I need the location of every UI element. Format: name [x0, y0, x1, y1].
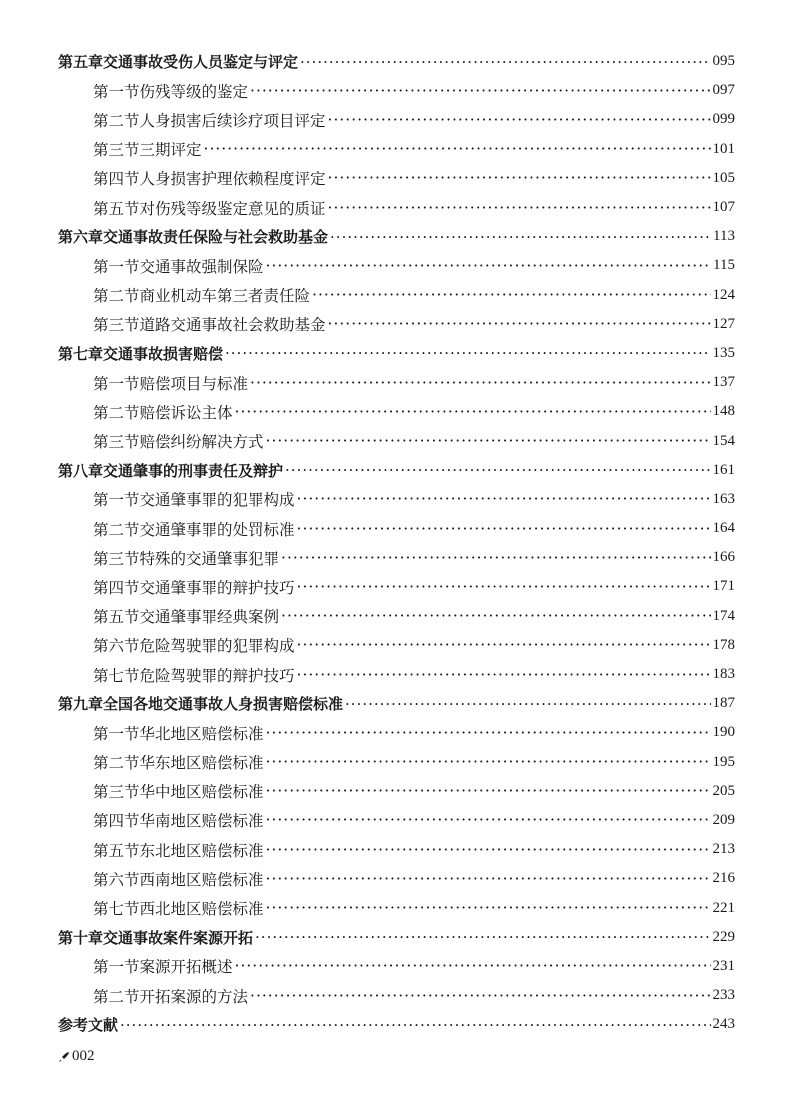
- dot-leader: [266, 841, 711, 859]
- toc-section-row: [58, 135, 735, 164]
- dot-leader: [235, 403, 711, 421]
- dot-leader: [225, 344, 710, 362]
- page-number: 002: [72, 1048, 95, 1064]
- section-number: 第一节: [93, 257, 140, 276]
- page-ref: 216: [712, 870, 735, 887]
- page-ref: 101: [712, 140, 735, 157]
- toc-section-row: [58, 602, 735, 631]
- toc-chapter-row: [58, 456, 735, 485]
- toc-section-row: [58, 718, 735, 747]
- page-ref: 115: [713, 257, 735, 274]
- section-title: 交通肇事罪的处罚标准: [139, 520, 295, 539]
- toc-chapter-row: [58, 689, 735, 718]
- dot-leader: [250, 374, 710, 392]
- section-number: 第三节: [93, 141, 140, 160]
- section-title: 东北地区赔偿标准: [139, 841, 264, 860]
- dot-leader: [297, 520, 711, 538]
- toc-section-row: [58, 281, 735, 310]
- page-ref: 127: [712, 315, 735, 332]
- toc-section-row: [58, 105, 735, 134]
- toc-section-row: [58, 397, 735, 426]
- section-number: 第七节: [93, 666, 140, 685]
- section-title: 对伤残等级鉴定意见的质证: [139, 199, 326, 218]
- chapter-number: 第八章: [58, 461, 104, 480]
- page-ref: 243: [712, 1016, 735, 1033]
- table-of-contents: [58, 47, 735, 1039]
- page-ref: 166: [712, 549, 735, 566]
- section-number: 第三节: [93, 549, 140, 568]
- dot-leader: [204, 140, 711, 158]
- chapter-title: 参考文献: [58, 1016, 119, 1035]
- dot-leader: [266, 724, 711, 742]
- section-number: 第一节: [93, 374, 140, 393]
- section-number: 第二节: [93, 987, 140, 1006]
- page-ref: 231: [712, 957, 735, 974]
- section-title: 交通肇事罪的辩护技巧: [139, 578, 295, 597]
- dot-leader: [266, 753, 711, 771]
- toc-section-row: [58, 543, 735, 572]
- dot-leader: [312, 286, 710, 304]
- section-title: 华中地区赔偿标准: [139, 783, 264, 802]
- toc-section-row: [58, 485, 735, 514]
- toc-section-row: [58, 981, 735, 1010]
- section-title: 赔偿项目与标准: [139, 374, 249, 393]
- dot-leader: [266, 257, 712, 275]
- dot-leader: [235, 957, 711, 975]
- dot-leader: [285, 461, 710, 479]
- page-ref: 154: [712, 432, 735, 449]
- page-ref: 190: [712, 724, 735, 741]
- toc-section-row: [58, 835, 735, 864]
- dot-leader: [120, 1016, 710, 1034]
- dot-leader: [328, 169, 711, 187]
- chapter-number: 第七章: [58, 344, 104, 363]
- section-title: 赔偿诉讼主体: [139, 403, 233, 422]
- chapter-number: 第六章: [58, 228, 104, 247]
- toc-section-row: [58, 952, 735, 981]
- toc-section-row: [58, 193, 735, 222]
- toc-section-row: [58, 864, 735, 893]
- page-ref: 213: [712, 841, 735, 858]
- page-ref: 095: [712, 53, 735, 70]
- chapter-title: 全国各地交通事故人身损害赔偿标准: [103, 695, 344, 714]
- section-number: 第二节: [93, 111, 140, 130]
- section-number: 第二节: [93, 403, 140, 422]
- chapter-number: 第十章: [58, 928, 104, 947]
- dot-leader: [328, 111, 711, 129]
- toc-chapter-row: [58, 923, 735, 952]
- section-title: 交通肇事罪经典案例: [139, 608, 280, 627]
- section-number: 第四节: [93, 170, 140, 189]
- dot-leader: [297, 578, 711, 596]
- dot-leader: [330, 228, 711, 246]
- toc-section-row: [58, 893, 735, 922]
- section-number: 第六节: [93, 870, 140, 889]
- section-title: 交通事故强制保险: [139, 257, 264, 276]
- page-ref: 195: [712, 753, 735, 770]
- section-number: 第七节: [93, 900, 140, 919]
- chapter-title: 交通事故责任保险与社会救助基金: [103, 228, 329, 247]
- dot-leader: [281, 607, 710, 625]
- page-footer: [58, 1048, 95, 1065]
- dot-leader: [297, 636, 711, 654]
- section-title: 西北地区赔偿标准: [139, 900, 264, 919]
- toc-section-row: [58, 748, 735, 777]
- section-title: 危险驾驶罪的辩护技巧: [139, 666, 295, 685]
- section-title: 华南地区赔偿标准: [139, 812, 264, 831]
- toc-chapter-row: [58, 222, 735, 251]
- toc-section-row: [58, 310, 735, 339]
- section-number: 第二节: [93, 520, 140, 539]
- section-number: 第四节: [93, 578, 140, 597]
- page-ref: 148: [712, 403, 735, 420]
- dot-leader: [328, 315, 711, 333]
- section-title: 开拓案源的方法: [139, 987, 249, 1006]
- section-title: 商业机动车第三者责任险: [139, 287, 311, 306]
- section-number: 第五节: [93, 199, 140, 218]
- toc-section-row: [58, 368, 735, 397]
- chapter-title: 交通事故损害赔偿: [103, 344, 224, 363]
- toc-section-row: [58, 164, 735, 193]
- dot-leader: [281, 549, 710, 567]
- page-ref: 178: [712, 636, 735, 653]
- page-ref: 174: [712, 607, 735, 624]
- page-ref: 113: [713, 228, 735, 245]
- toc-section-row: [58, 251, 735, 280]
- dot-leader: [250, 82, 710, 100]
- section-number: 第二节: [93, 754, 140, 773]
- dot-leader: [266, 432, 711, 450]
- chapter-title: 交通事故受伤人员鉴定与评定: [103, 53, 299, 72]
- section-title: 交通肇事罪的犯罪构成: [139, 491, 295, 510]
- section-title: 华东地区赔偿标准: [139, 754, 264, 773]
- section-title: 西南地区赔偿标准: [139, 870, 264, 889]
- section-number: 第二节: [93, 287, 140, 306]
- page-ref: 187: [712, 695, 735, 712]
- toc-chapter-row: [58, 47, 735, 76]
- section-number: 第一节: [93, 724, 140, 743]
- section-title: 人身损害后续诊疗项目评定: [139, 111, 326, 130]
- dot-leader: [300, 53, 710, 71]
- section-number: 第五节: [93, 841, 140, 860]
- chapter-title: 交通事故案件案源开拓: [103, 928, 254, 947]
- section-number: 第四节: [93, 812, 140, 831]
- section-number: 第五节: [93, 608, 140, 627]
- page-ref: 164: [712, 520, 735, 537]
- section-number: 第一节: [93, 491, 140, 510]
- page-ref: 229: [712, 928, 735, 945]
- section-number: 第三节: [93, 433, 140, 452]
- toc-section-row: [58, 514, 735, 543]
- page-ref: 233: [712, 987, 735, 1004]
- pen-nib-icon: [58, 1051, 70, 1063]
- section-number: 第六节: [93, 637, 140, 656]
- page-ref: 209: [712, 811, 735, 828]
- dot-leader: [297, 490, 711, 508]
- toc-section-row: [58, 660, 735, 689]
- page-ref: 137: [712, 374, 735, 391]
- toc-section-row: [58, 631, 735, 660]
- page-ref: 135: [712, 344, 735, 361]
- dot-leader: [250, 987, 710, 1005]
- toc-section-row: [58, 572, 735, 601]
- section-number: 第三节: [93, 783, 140, 802]
- page-ref: 171: [712, 578, 735, 595]
- page-ref: 097: [712, 82, 735, 99]
- chapter-title: 交通肇事的刑事责任及辩护: [103, 461, 284, 480]
- dot-leader: [266, 782, 711, 800]
- section-title: 危险驾驶罪的犯罪构成: [139, 637, 295, 656]
- section-title: 华北地区赔偿标准: [139, 724, 264, 743]
- toc-chapter-row: [58, 339, 735, 368]
- toc-section-row: [58, 806, 735, 835]
- page-ref: 107: [712, 199, 735, 216]
- dot-leader: [266, 811, 711, 829]
- page-ref: 205: [712, 782, 735, 799]
- page-ref: 183: [712, 666, 735, 683]
- toc-section-row: [58, 76, 735, 105]
- section-title: 伤残等级的鉴定: [139, 82, 249, 101]
- dot-leader: [266, 899, 711, 917]
- toc-section-row: [58, 777, 735, 806]
- section-number: 第一节: [93, 82, 140, 101]
- section-title: 赔偿纠纷解决方式: [139, 433, 264, 452]
- section-number: 第三节: [93, 316, 140, 335]
- toc-chapter-row: [58, 1010, 735, 1039]
- dot-leader: [345, 695, 710, 713]
- page-ref: 105: [712, 169, 735, 186]
- page-ref: 221: [712, 899, 735, 916]
- chapter-number: 第九章: [58, 695, 104, 714]
- page-ref: 163: [712, 490, 735, 507]
- section-title: 人身损害护理依赖程度评定: [139, 170, 326, 189]
- section-title: 三期评定: [139, 141, 202, 160]
- section-title: 特殊的交通肇事犯罪: [139, 549, 280, 568]
- page-ref: 124: [712, 286, 735, 303]
- dot-leader: [255, 928, 710, 946]
- section-title: 案源开拓概述: [139, 958, 233, 977]
- dot-leader: [297, 666, 711, 684]
- dot-leader: [328, 199, 711, 217]
- chapter-number: 第五章: [58, 53, 104, 72]
- section-title: 道路交通事故社会救助基金: [139, 316, 326, 335]
- page-ref: 099: [712, 111, 735, 128]
- dot-leader: [266, 870, 711, 888]
- toc-section-row: [58, 426, 735, 455]
- section-number: 第一节: [93, 958, 140, 977]
- page-ref: 161: [712, 461, 735, 478]
